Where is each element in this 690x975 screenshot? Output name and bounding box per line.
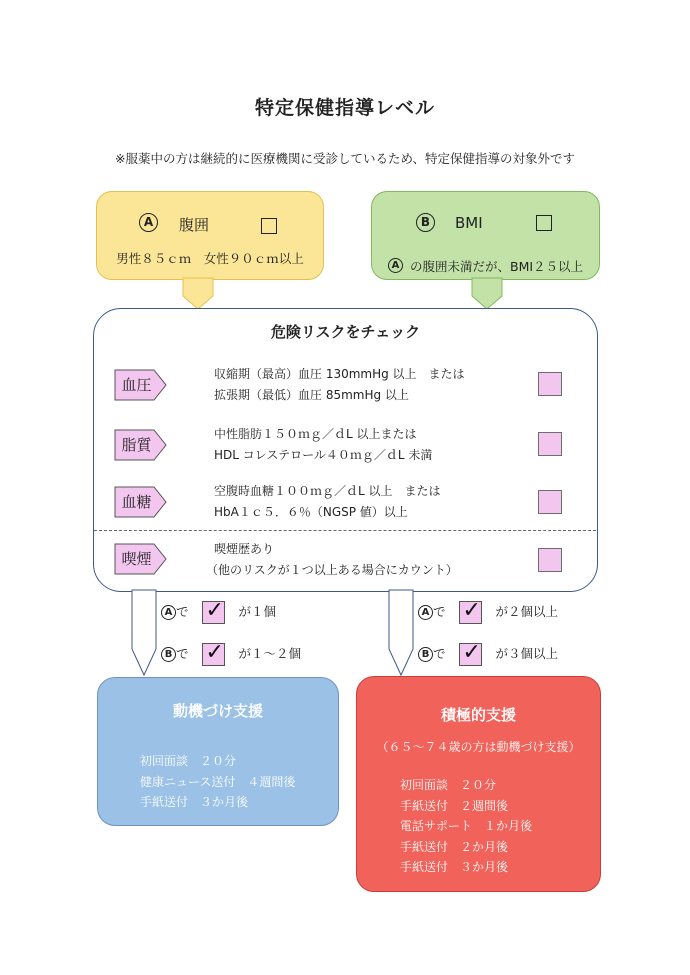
- marker-b-icon: B: [418, 647, 433, 662]
- exclusion-note: ※服薬中の方は継続的に医療機関に受診しているため、特定保健指導の対象外です: [115, 151, 575, 166]
- marker-a-small-icon: A: [388, 255, 403, 274]
- tag-blood-sugar: 血糖: [114, 486, 167, 518]
- condition-left-a: A で ✓ が１個: [161, 601, 276, 624]
- marker-b-icon: B: [416, 212, 435, 232]
- box-a-arrow: [180, 277, 216, 311]
- check-icon: ✓: [459, 643, 482, 666]
- tag-blood-pressure: 血圧: [114, 369, 167, 401]
- active-support-title: 積極的支援: [440, 706, 516, 724]
- marker-a-icon: A: [418, 605, 433, 620]
- page-title: 特定保健指導レベル: [254, 97, 435, 119]
- condition-right-a: A で ✓ が２個以上: [418, 601, 558, 624]
- active-support-subtitle: （６５～７４歳の方は動機づけ支援）: [376, 740, 581, 754]
- blood-pressure-checkbox[interactable]: [538, 372, 562, 396]
- smoking-criteria: 喫煙歴あり （他のリスクが１つ以上ある場合にカウント）: [206, 542, 458, 577]
- condition-right-b: B で ✓ が３個以上: [418, 643, 558, 666]
- marker-a-icon: A: [161, 605, 176, 620]
- condition-left-b: B で ✓ が１～２個: [161, 643, 301, 666]
- tag-smoking: 喫煙: [114, 543, 167, 575]
- motivation-support-title: 動機づけ支援: [172, 702, 263, 720]
- tag-lipids: 脂質: [114, 429, 167, 461]
- waist-criteria-box: [96, 191, 324, 280]
- marker-b-icon: B: [161, 647, 176, 662]
- waist-label: 腹囲: [179, 216, 210, 234]
- motivation-support-box: [97, 677, 339, 826]
- blood-pressure-criteria: 収縮期（最高）血圧 130mmHg 以上 または 拡張期（最低）血圧 85mmHg 以上: [214, 367, 465, 402]
- bmi-checkbox[interactable]: [536, 212, 552, 231]
- smoking-checkbox[interactable]: [538, 548, 562, 572]
- lipids-checkbox[interactable]: [538, 432, 562, 456]
- box-b-arrow: [469, 277, 505, 311]
- bmi-criteria: の腹囲未満だが、BMI２５以上: [410, 259, 584, 274]
- right-down-arrow: [387, 589, 417, 679]
- waist-checkbox[interactable]: [261, 215, 277, 234]
- lipids-criteria: 中性脂肪１５０ｍｇ／ｄL 以上または HDL コレステロール４０ｍｇ／ｄL 未満: [214, 427, 433, 462]
- divider: [94, 530, 596, 531]
- blood-sugar-criteria: 空腹時血糖１００ｍｇ／ｄL 以上 または HbA１ｃ５．６％（NGSP 値）以上: [214, 484, 441, 519]
- blood-sugar-checkbox[interactable]: [538, 490, 562, 514]
- active-support-box: [356, 676, 601, 892]
- check-icon: ✓: [202, 643, 225, 666]
- check-icon: ✓: [459, 601, 482, 624]
- marker-a-icon: A: [139, 212, 158, 232]
- waist-criteria: 男性８５ｃｍ 女性９０ｃｍ以上: [116, 251, 304, 266]
- active-support-schedule: 初回面談 ２０分 手紙送付 ２週間後 電話サポート １か月後 手紙送付 ２か月後 手紙送付 ３か月後: [400, 778, 533, 874]
- left-down-arrow: [130, 589, 160, 679]
- bmi-label: BMI: [455, 214, 483, 232]
- bmi-criteria-box: [371, 191, 600, 280]
- motivation-support-schedule: 初回面談 ２０分 健康ニュース送付 ４週間後 手紙送付 ３か月後: [140, 754, 296, 809]
- risk-check-title: 危険リスクをチェック: [270, 323, 421, 341]
- check-icon: ✓: [202, 601, 225, 624]
